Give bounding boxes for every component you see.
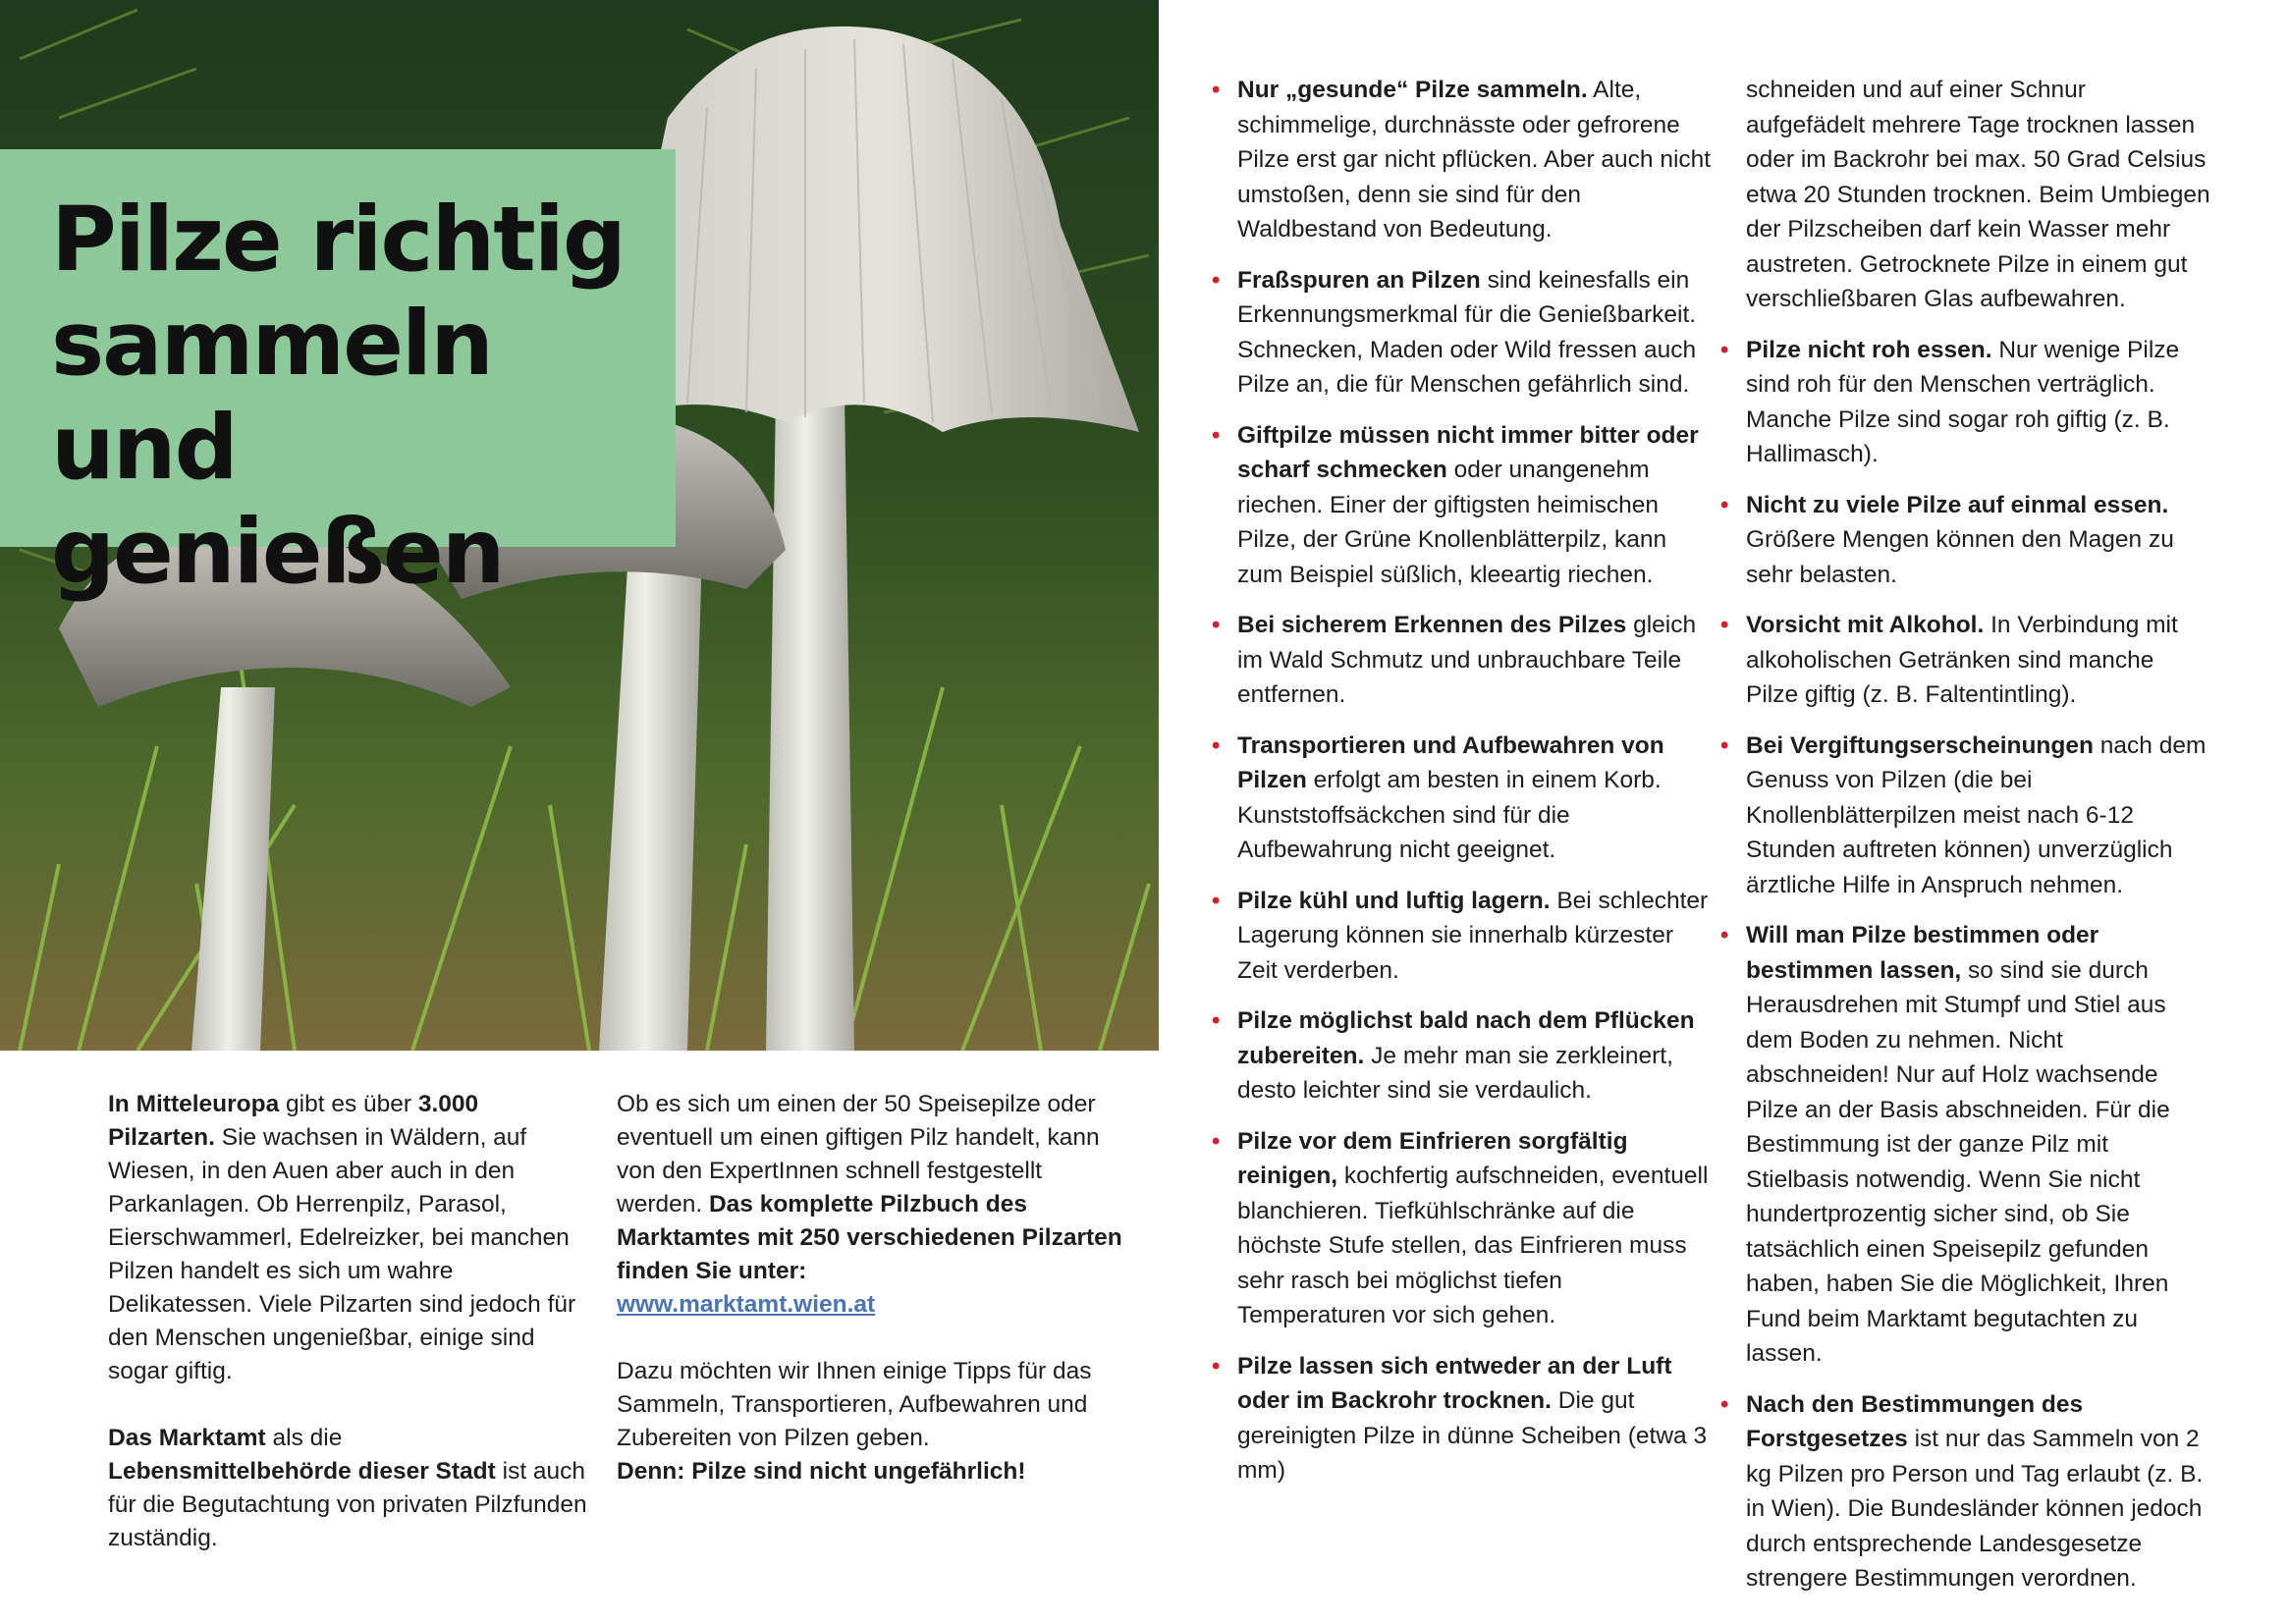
intro-bold: In Mitteleuropa: [108, 1091, 280, 1117]
title-box: [0, 149, 676, 604]
tip-bold: Vorsicht mit Alkohol.: [1746, 612, 1985, 638]
tip-item: [1212, 1349, 1713, 1489]
bullet-icon: •: [1212, 1352, 1221, 1380]
tip-text: Alte, schimmelige, durchnässte oder gefrorene Pilze erst gar nicht pflücken. Aber auch nicht umstoßen, denn sie sind für den Waldbestand von Bedeutung.: [1237, 77, 1712, 243]
tip-bold: Pilze lassen sich entweder an der Luft oder im Backrohr trocknen.: [1237, 1352, 1672, 1414]
bullet-icon: •: [1212, 266, 1221, 294]
bullet-icon: •: [1720, 612, 1729, 638]
tip-item: [1720, 918, 2211, 1372]
tip-text: ist nur das Sammeln von 2 kg Pilzen pro Person und Tag erlaubt (z. B. in Wien). Die Bundesländer können jedoch durch entsprechende Landesgesetze strengere Bestimmungen verordnen.: [1746, 1426, 2204, 1592]
tip-text: Die gut gereinigten Pilze in dünne Scheiben (etwa 3 mm): [1237, 1387, 1708, 1484]
tip-continuation: [1720, 73, 2211, 317]
tip-item: [1720, 488, 2211, 593]
intro-text: als die: [265, 1425, 343, 1451]
page-title: [51, 189, 660, 605]
tip-text: so sind sie durch Herausdrehen mit Stumpf und Stiel aus dem Boden zu nehmen. Nicht abschneiden! Nur auf Holz wachsende Pilze an der Basis abschneiden. Für die Bestimmung ist der ganze Pilz mit Stielbasis notwendig. Wenn Sie nicht hundertprozentig sicher sind, ob Sie tatsächlich einen Speisepilz gefunden haben, haben Sie die Möglichkeit, Ihren Fund beim Marktamt begutachten zu lassen.: [1746, 956, 2170, 1367]
intro-text: gibt es über: [279, 1091, 418, 1117]
tip-item: [1212, 73, 1713, 247]
tip-bold: Giftpilze müssen nicht immer bitter oder scharf schmecken: [1237, 421, 1699, 483]
bullet-icon: •: [1720, 922, 1729, 948]
tip-bold: Pilze nicht roh essen.: [1746, 336, 1992, 363]
tip-text: kochfertig aufschneiden, eventuell blanchieren. Tiefkühlschränke auf die höchste Stufe stellen, das Einfrieren muss sehr rasch bei möglichst tiefen Temperaturen vor sich gehen.: [1237, 1163, 1709, 1328]
tip-item: [1720, 729, 2211, 903]
tip-text: Bei schlechter Lagerung können sie innerhalb kürzester Zeit verderben.: [1237, 887, 1709, 984]
tip-item: [1212, 884, 1713, 989]
intro-paragraph-4: [617, 1355, 1127, 1489]
tip-text: In Verbindung mit alkoholischen Getränken sind manche Pilze giftig (z. B. Faltentintling).: [1746, 612, 2178, 708]
intro-bold: Das komplette Pilzbuch des Marktamtes mit 250 verschiedenen Pilzarten finden Sie unter:: [617, 1191, 1122, 1284]
tip-bold: Pilze vor dem Einfrieren sorgfältig reinigen,: [1237, 1127, 1628, 1189]
tip-item: [1720, 1387, 2211, 1597]
tip-bold: Nicht zu viele Pilze auf einmal essen.: [1746, 491, 2169, 518]
tip-item: [1212, 263, 1713, 403]
intro-bold: Denn: Pilze sind nicht ungefährlich!: [617, 1458, 1026, 1485]
bullet-icon: •: [1720, 1390, 1729, 1418]
tip-bold: Pilze kühl und luftig lagern.: [1237, 887, 1551, 914]
tip-text: Größere Mengen können den Magen zu sehr belasten.: [1746, 526, 2174, 588]
intro-text: Dazu möchten wir Ihnen einige Tipps für das Sammeln, Transportieren, Aufbewahren und Zubereiten von Pilzen geben.: [617, 1358, 1092, 1451]
bullet-icon: •: [1212, 421, 1221, 449]
tip-bold: Bei Vergiftungserscheinungen: [1746, 731, 2094, 759]
bullet-icon: •: [1212, 1127, 1221, 1155]
tip-text: Nur wenige Pilze sind roh für den Menschen verträglich. Manche Pilze sind sogar roh giftig (z. B. Hallimasch).: [1746, 336, 2180, 467]
tip-bold: Nur „gesunde“ Pilze sammeln.: [1237, 77, 1588, 103]
tip-bold: Fraßspuren an Pilzen: [1237, 266, 1481, 294]
tip-text: nach dem Genuss von Pilzen (die bei Knollenblätterpilzen meist nach 6-12 Stunden auftreten können) unverzüglich ärztliche Hilfe in Anspruch nehmen.: [1746, 731, 2207, 898]
tip-text: sind keinesfalls ein Erkennungsmerkmal für die Genießbarkeit. Schnecken, Maden oder Wild fressen auch Pilze an, die für Menschen gefährlich sind.: [1237, 266, 1697, 398]
marktamt-link[interactable]: www.marktamt.wien.at: [617, 1291, 876, 1318]
tip-text: Je mehr man sie zerkleinert, desto leichter sind sie verdaulich.: [1237, 1042, 1673, 1104]
bullet-icon: •: [1720, 336, 1729, 363]
tip-item: [1212, 418, 1713, 593]
tip-item: [1212, 729, 1713, 868]
intro-bold: 3.000 Pilzarten.: [108, 1091, 479, 1151]
tip-text: schneiden und auf einer Schnur aufgefädelt mehrere Tage trocknen lassen oder im Backrohr bei max. 50 Grad Celsius etwa 20 Stunden trocknen. Beim Umbiegen der Pilzscheiben darf kein Wasser mehr austreten. Getrocknete Pilze in einem gut verschließbaren Glas aufbewahren.: [1746, 77, 2210, 312]
bullet-icon: •: [1212, 1007, 1221, 1034]
intro-bold: Lebensmittelbehörde dieser Stadt: [108, 1458, 496, 1485]
intro-column-left: [108, 1088, 589, 1589]
intro-paragraph-3: [617, 1088, 1127, 1322]
bullet-icon: •: [1212, 77, 1221, 103]
intro-paragraph-2: [108, 1422, 589, 1555]
intro-text: ist auch für die Begutachtung von privaten Pilzfunden zuständig.: [108, 1458, 587, 1551]
bullet-icon: •: [1720, 731, 1729, 759]
intro-text: Sie wachsen in Wäldern, auf Wiesen, in den Auen aber auch in den Parkanlagen. Ob Herrenpilz, Parasol, Eierschwammerl, Edelreizker, bei manchen Pilzen handelt es sich um wahre Delikatessen. Viele Pilzarten sind jedoch für den Menschen ungenießbar, einige sind sogar giftig.: [108, 1124, 576, 1384]
title-line-3: genießen: [51, 501, 504, 604]
tip-bold: Will man Pilze bestimmen oder bestimmen lassen,: [1746, 922, 2099, 984]
tip-text: gleich im Wald Schmutz und unbrauchbare Teile entfernen.: [1237, 612, 1697, 708]
tip-bold: Transportieren und Aufbewahren von Pilzen: [1237, 731, 1664, 793]
tip-item: [1720, 333, 2211, 472]
intro-bold: Das Marktamt: [108, 1425, 266, 1451]
bullet-icon: •: [1720, 491, 1729, 518]
intro-text: Ob es sich um einen der 50 Speisepilze oder eventuell um einen giftigen Pilz handelt, kann von den ExpertInnen schnell festgestellt werden.: [617, 1091, 1100, 1218]
tips-list-right: [1720, 73, 2211, 1612]
tip-item: [1212, 1003, 1713, 1109]
tip-item: [1720, 608, 2211, 713]
title-line-1: Pilze richtig: [51, 189, 626, 292]
bullet-icon: •: [1212, 887, 1221, 914]
bullet-icon: •: [1212, 612, 1221, 638]
tip-text: erfolgt am besten in einem Korb. Kunststoffsäckchen sind für die Aufbewahrung nicht geeignet.: [1237, 767, 1662, 863]
tip-item: [1212, 1124, 1713, 1333]
title-line-2: sammeln und: [51, 293, 492, 500]
intro-column-right: [617, 1088, 1127, 1522]
bullet-icon: •: [1212, 731, 1221, 759]
tip-bold: Pilze möglichst bald nach dem Pflücken zubereiten.: [1237, 1007, 1695, 1069]
tips-list-left: [1212, 73, 1713, 1504]
intro-paragraph-1: [108, 1088, 589, 1388]
tip-bold: Bei sicherem Erkennen des Pilzes: [1237, 612, 1627, 638]
tip-bold: Nach den Bestimmungen des Forstgesetzes: [1746, 1390, 2084, 1452]
tip-item: [1212, 608, 1713, 713]
tip-text: oder unangenehm riechen. Einer der giftigsten heimischen Pilze, der Grüne Knollenblätterpilz, kann zum Beispiel süßlich, kleeartig riechen.: [1237, 457, 1667, 588]
